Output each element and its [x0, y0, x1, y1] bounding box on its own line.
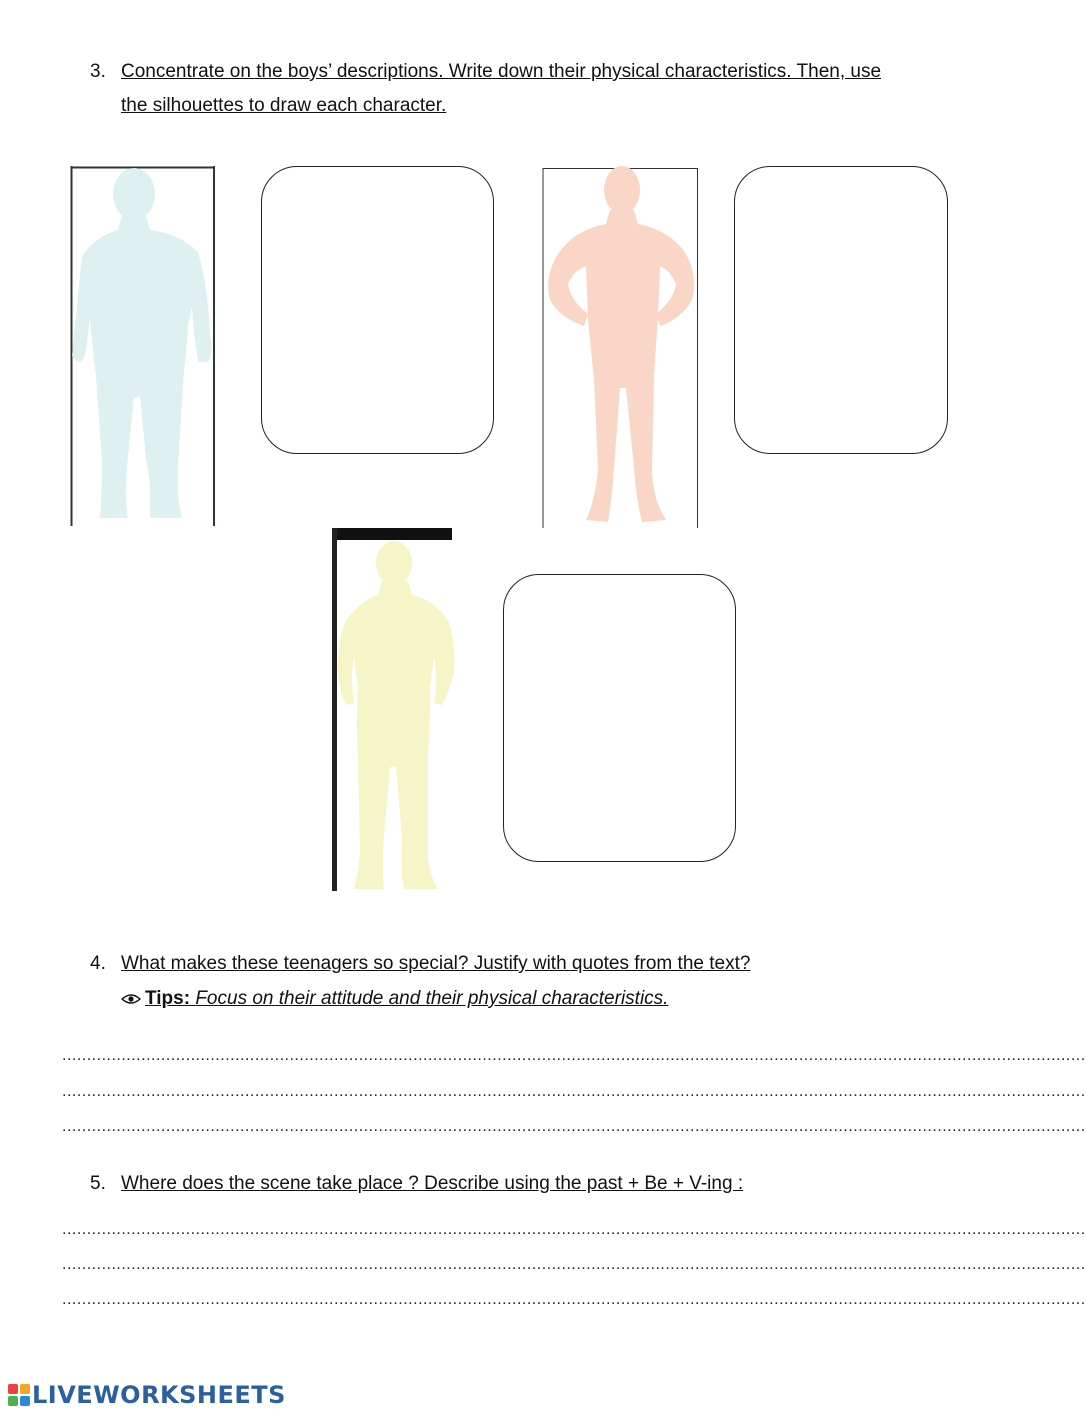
- answer-line-q4-1[interactable]: ...............................................................................................................................................................................................................: [62, 1047, 1086, 1064]
- silhouette-figure: [72, 168, 212, 518]
- silhouette-figure: [338, 541, 455, 889]
- tips-label: Tips:: [145, 988, 191, 1009]
- drawing-box-3[interactable]: [503, 574, 736, 862]
- brand-name: LIVEWORKSHEETS: [32, 1381, 286, 1409]
- answer-line-q5-3[interactable]: ...............................................................................................................................................................................................................: [62, 1291, 1086, 1308]
- boy-silhouette-1: [70, 166, 216, 528]
- answer-line-q5-2[interactable]: ...............................................................................................................................................................................................................: [62, 1256, 1086, 1273]
- liveworksheets-logo[interactable]: [8, 1381, 286, 1409]
- question-number: 5.: [90, 1173, 106, 1194]
- silhouette-figure: [548, 166, 694, 522]
- answer-line-q4-3[interactable]: ...............................................................................................................................................................................................................: [62, 1118, 1086, 1135]
- question-text: Where does the scene take place ? Describe using the past + Be + V-ing :: [121, 1173, 744, 1194]
- drawing-box-1[interactable]: [261, 166, 494, 454]
- answer-line-q4-2[interactable]: ...............................................................................................................................................................................................................: [62, 1083, 1086, 1100]
- boy-silhouette-3: [330, 527, 456, 893]
- drawing-box-2[interactable]: [734, 166, 948, 454]
- question-3-line-2: the silhouettes to draw each character.: [121, 95, 447, 116]
- question-text: What makes these teenagers so special? Justify with quotes from the text?: [121, 953, 751, 974]
- liveworksheets-logo-icon: [8, 1384, 30, 1406]
- tips-text: Focus on their attitude and their physical characteristics.: [195, 988, 669, 1009]
- question-number: 4.: [90, 953, 106, 974]
- question-text: Concentrate on the boys’ descriptions. Write down their physical characteristics. Then, use: [121, 61, 882, 82]
- question-number: 3.: [90, 61, 106, 82]
- eye-icon: [121, 993, 141, 1005]
- answer-line-q5-1[interactable]: ...............................................................................................................................................................................................................: [62, 1221, 1086, 1238]
- tips-line: [121, 988, 668, 1010]
- boy-silhouette-2: [542, 168, 699, 530]
